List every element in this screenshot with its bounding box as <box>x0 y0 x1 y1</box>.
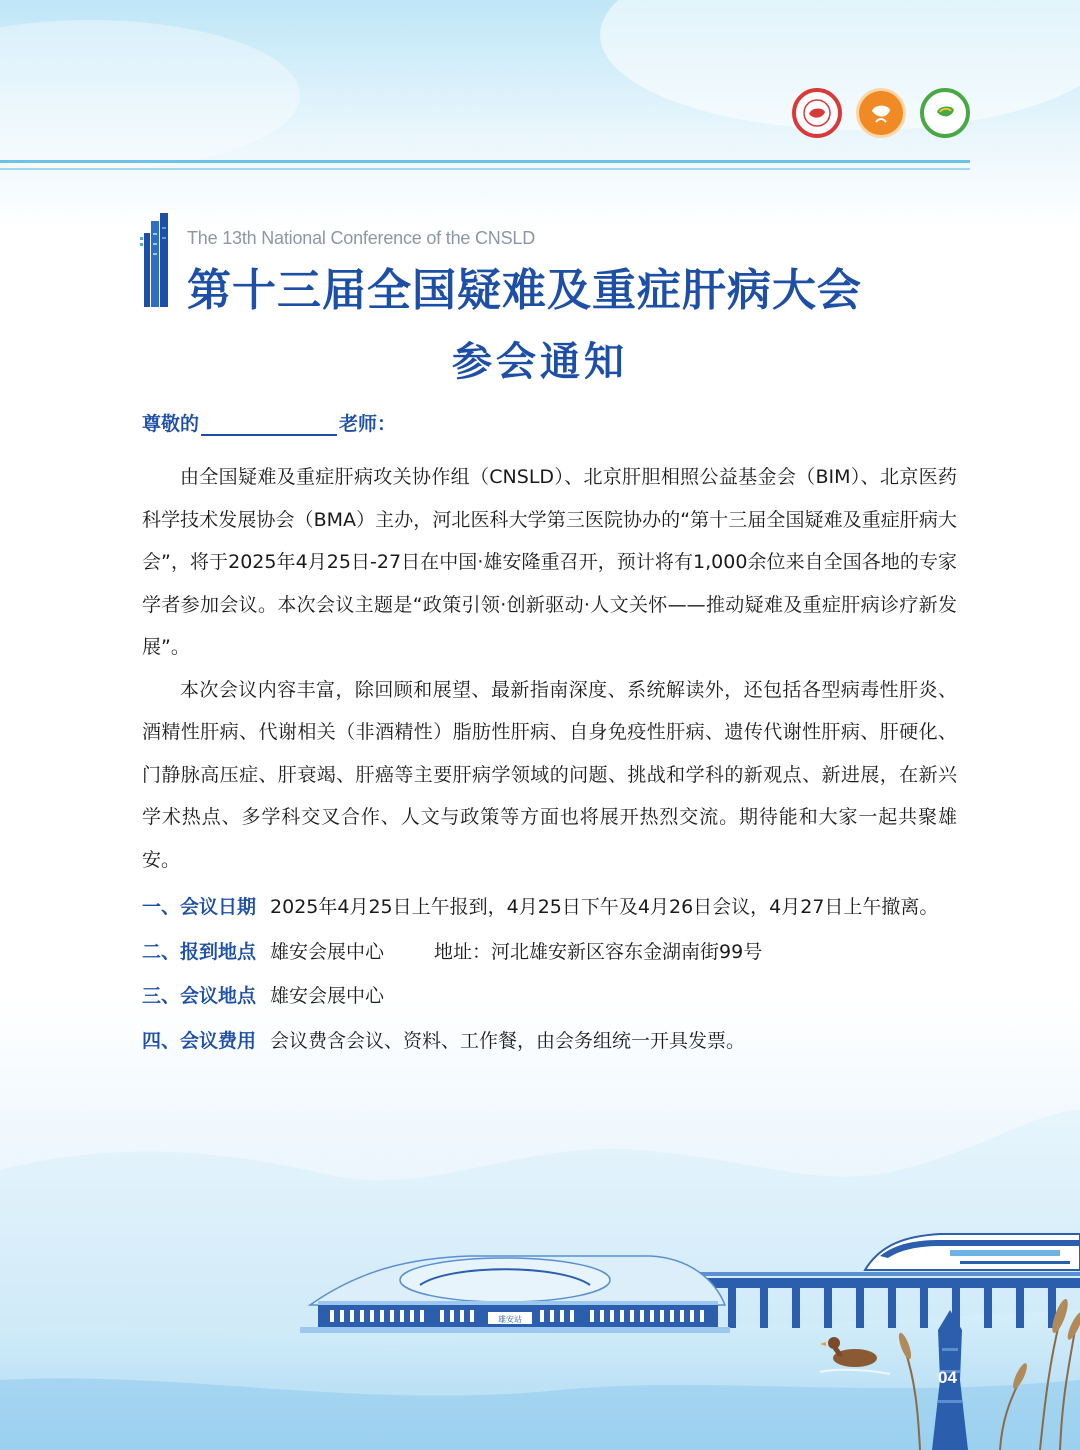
body-text <box>142 456 957 881</box>
header-divider <box>0 160 970 163</box>
body-paragraph: 本次会议内容丰富，除回顾和展望、最新指南深度、系统解读外，还包括各型病毒性肝炎、酒精性肝病、代谢相关（非酒精性）脂肪性肝病、自身免疫性肝病、遗传代谢性肝病、肝硬化、门静脉高压症、肝衰竭、肝癌等主要肝病学领域的问题、挑战和学科的新观点、新进展，在新兴学术热点、多学科交叉合作、人文与政策等方面也将展开热烈交流。期待能和大家一起共聚雄安。 <box>142 678 957 871</box>
tower-icon <box>140 213 172 307</box>
info-value: 雄安会展中心 <box>270 985 385 1007</box>
bim-logo <box>856 88 906 138</box>
page-title: 第十三届全国疑难及重症肝病大会 <box>187 265 862 316</box>
bma-logo <box>920 88 970 138</box>
info-row-date <box>142 892 972 937</box>
subtitle-english: The 13th National Conference of the CNSLD <box>187 228 536 248</box>
info-value: 雄安会展中心 <box>270 940 385 963</box>
name-blank-line <box>201 414 337 436</box>
info-row-fee <box>142 1026 972 1071</box>
info-value: 会议费含会议、资料、工作餐，由会务组统一开具发票。 <box>270 1029 746 1052</box>
info-label: 四、会议费用 <box>142 1029 257 1052</box>
notice-title: 参会通知 <box>452 339 628 385</box>
info-label: 三、会议地点 <box>142 985 257 1007</box>
header-cloud-decoration <box>0 20 300 170</box>
footer-illustration <box>0 1080 1080 1450</box>
cnsld-logo <box>792 88 842 138</box>
greeting <box>142 409 396 436</box>
info-label: 二、报到地点 <box>142 940 257 963</box>
bridge-rail <box>640 1272 1080 1276</box>
info-address: 地址：河北雄安新区容东金湖南街99号 <box>434 940 763 963</box>
header-divider-thin <box>0 168 970 170</box>
info-label: 一、会议日期 <box>142 896 257 918</box>
station-sign: 雄安站 <box>498 1315 522 1324</box>
body-paragraph: 由全国疑难及重症肝病攻关协作组（CNSLD）、北京肝胆相照公益基金会（BIM）、北京医药科学技术发展协会（BMA）主办，河北医科大学第三医院协办的“第十三届全国疑难及重症肝病大会”，将于2025年4月25日-27日在中国·雄安隆重召开，预计将有1,000余位来自全国各地的专家学者参加会议。本次会议主题是“政策引领·创新驱动·人文关怀——推动疑难及重症肝病诊疗新发展”。 <box>142 466 957 658</box>
info-value: 2025年4月25日上午报到，4月25日下午及4月26日会议，4月27日上午撤离。 <box>270 896 939 918</box>
greeting-prefix: 尊敬的 <box>142 413 200 435</box>
greeting-suffix: 老师： <box>339 413 397 435</box>
info-row-venue <box>142 981 972 1026</box>
meeting-info-list <box>142 892 972 1070</box>
page-number: 04 <box>938 1368 957 1387</box>
info-row-registration <box>142 937 972 982</box>
